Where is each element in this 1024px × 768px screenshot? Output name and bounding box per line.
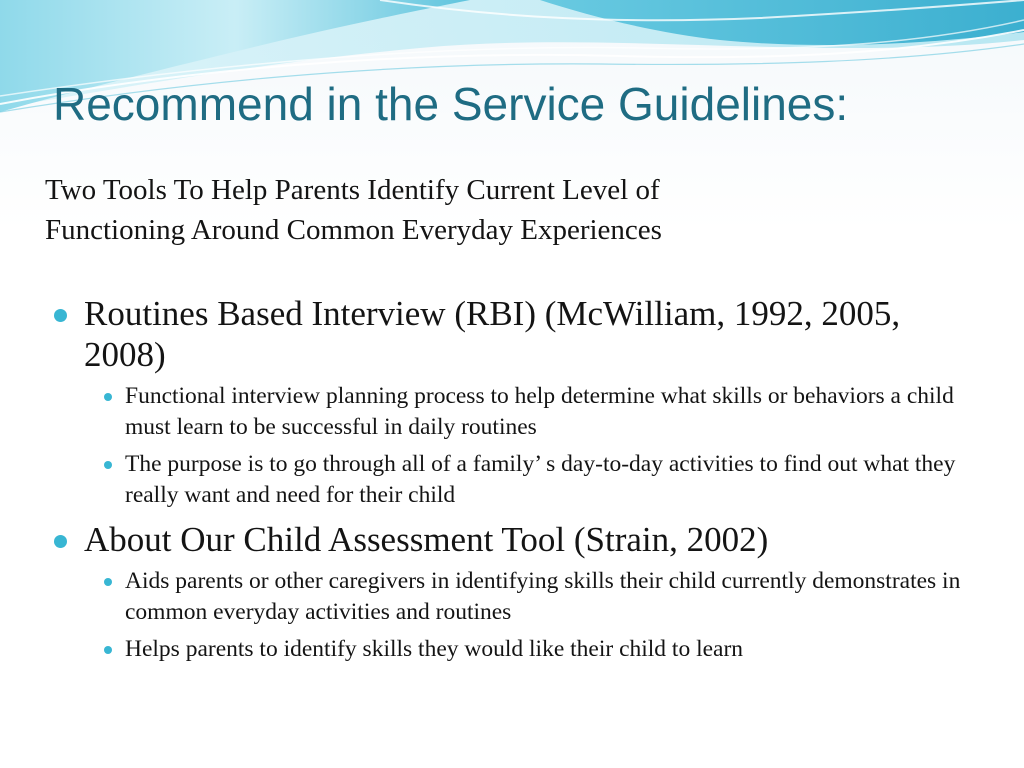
subtitle-line-2: Functioning Around Common Everyday Experiences — [45, 214, 662, 246]
bullet-heading-about-our-child — [0, 519, 1024, 560]
sub-bullet-dot-icon — [104, 646, 112, 654]
section-about-our-child — [0, 519, 1024, 665]
slide-title: Recommend in the Service Guidelines: — [53, 78, 849, 130]
sub-bullet-dot-icon — [104, 393, 112, 401]
sub-list-rbi — [0, 381, 1024, 511]
sub-bullet-dot-icon — [104, 578, 112, 586]
sub-bullet-text: Helps parents to identify skills they would like their child to learn — [125, 636, 744, 662]
sub-bullet-text: Aids parents or other caregivers in identifying skills their child currently demonstrates in common everyday activities and routines — [125, 568, 961, 625]
bullet-heading-text: About Our Child Assessment Tool (Strain, 2002) — [84, 520, 769, 559]
subtitle-line-1: Two Tools To Help Parents Identify Current Level of — [45, 174, 660, 206]
sub-bullet-item — [0, 634, 1024, 665]
sub-bullet-text: The purpose is to go through all of a family’ s day-to-day activities to find out what they really want and need for their child — [125, 451, 956, 508]
sub-list-about-our-child — [0, 566, 1024, 665]
sub-bullet-item — [0, 449, 1024, 511]
sub-bullet-dot-icon — [104, 461, 112, 469]
bullet-dot-icon — [54, 535, 67, 548]
sub-bullet-text: Functional interview planning process to help determine what skills or behaviors a child must learn to be successful in daily routines — [125, 383, 954, 440]
bullet-heading-text: Routines Based Interview (RBI) (McWilliam, 1992, 2005, 2008) — [84, 294, 901, 374]
sub-bullet-item — [0, 566, 1024, 628]
bullet-dot-icon — [54, 309, 67, 322]
bullet-heading-rbi — [0, 293, 1024, 375]
slide-subtitle — [45, 170, 945, 250]
bullet-content — [0, 293, 1024, 671]
section-rbi — [0, 293, 1024, 511]
sub-bullet-item — [0, 381, 1024, 443]
